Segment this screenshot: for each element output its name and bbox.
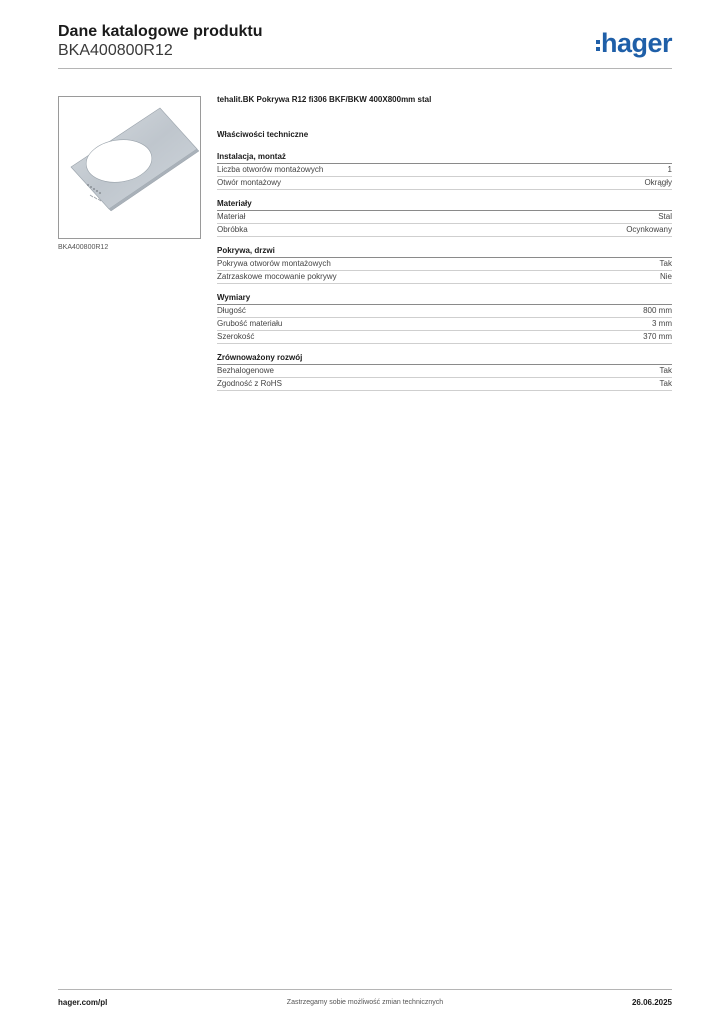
- spec-value: 370 mm: [643, 332, 672, 341]
- spec-row: [217, 258, 672, 271]
- document-title: Dane katalogowe produktu: [58, 23, 263, 40]
- spec-group-materials: [217, 198, 672, 237]
- spec-row: [217, 305, 672, 318]
- spec-label: Pokrywa otworów montażowych: [217, 259, 331, 268]
- spec-row: [217, 318, 672, 331]
- spec-label: Materiał: [217, 212, 246, 221]
- spec-value: 3 mm: [652, 319, 672, 328]
- spec-value: 1: [667, 165, 672, 174]
- spec-value: Okrągły: [644, 178, 672, 187]
- spec-row: [217, 177, 672, 190]
- page-footer: [58, 997, 672, 1009]
- footer-website-link[interactable]: hager.com/pl: [58, 998, 108, 1007]
- spec-label: Obróbka: [217, 225, 248, 234]
- spec-row: [217, 365, 672, 378]
- header-divider: [58, 68, 672, 69]
- spec-row: [217, 378, 672, 391]
- spec-label: Liczba otworów montażowych: [217, 165, 324, 174]
- spec-value: Tak: [659, 259, 672, 268]
- spec-group-cover-door: [217, 245, 672, 284]
- spec-content: [217, 94, 672, 399]
- spec-label: Szerokość: [217, 332, 255, 341]
- spec-row: [217, 224, 672, 237]
- spec-group-sustainability: [217, 352, 672, 391]
- footer-divider: [58, 989, 672, 990]
- cover-plate-icon: [59, 97, 200, 238]
- group-title: Wymiary: [217, 292, 672, 305]
- spec-group-dimensions: [217, 292, 672, 344]
- spec-label: Grubość materiału: [217, 319, 283, 328]
- spec-row: [217, 271, 672, 284]
- image-caption: BKA400800R12: [58, 244, 109, 251]
- spec-row: [217, 211, 672, 224]
- spec-label: Otwór montażowy: [217, 178, 282, 187]
- spec-value: Tak: [659, 379, 672, 388]
- product-code: BKA400800R12: [58, 42, 173, 59]
- spec-label: Zgodność z RoHS: [217, 379, 282, 388]
- section-title: Właściwości techniczne: [217, 130, 309, 139]
- product-description: tehalit.BK Pokrywa R12 fi306 BKF/BKW 400X800mm stal: [217, 95, 432, 104]
- spec-row: [217, 164, 672, 177]
- logo-dots-icon: [596, 38, 600, 52]
- spec-group-installation: [217, 151, 672, 190]
- product-image: [58, 96, 201, 239]
- group-title: Instalacja, montaż: [217, 151, 672, 164]
- group-title: Materiały: [217, 198, 672, 211]
- spec-label: Zatrzaskowe mocowanie pokrywy: [217, 272, 337, 281]
- hager-logo: [596, 28, 672, 58]
- group-title: Zrównoważony rozwój: [217, 352, 672, 365]
- spec-row: [217, 331, 672, 344]
- footer-date: 26.06.2025: [631, 998, 672, 1007]
- spec-value: 800 mm: [643, 306, 672, 315]
- spec-label: Długość: [217, 306, 246, 315]
- spec-value: Ocynkowany: [626, 225, 672, 234]
- spec-value: Tak: [659, 366, 672, 375]
- spec-value: Stal: [658, 212, 672, 221]
- footer-disclaimer: Zastrzegamy sobie możliwość zmian technicznych: [286, 999, 444, 1006]
- spec-label: Bezhalogenowe: [217, 366, 274, 375]
- logo-text: hager: [600, 28, 672, 58]
- group-title: Pokrywa, drzwi: [217, 245, 672, 258]
- page-header: [58, 22, 672, 70]
- spec-value: Nie: [659, 272, 672, 281]
